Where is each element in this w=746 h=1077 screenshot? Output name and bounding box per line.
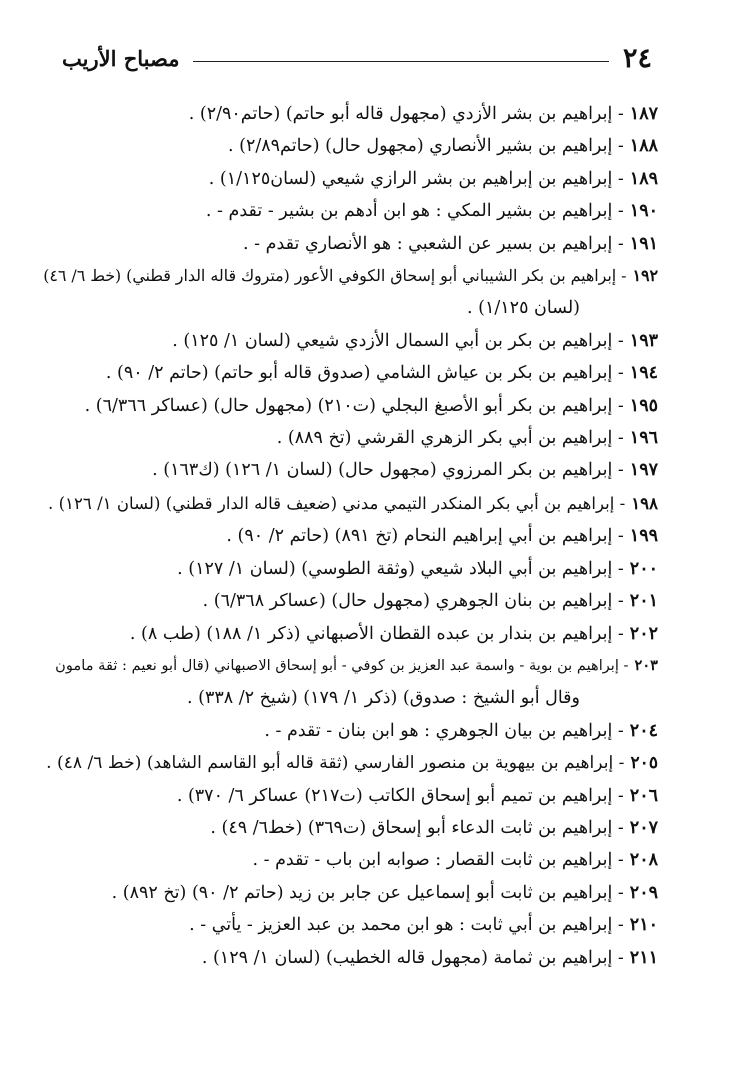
entry-number: ٢٠٢ — [629, 623, 658, 644]
entry-number: ١٨٩ — [629, 168, 658, 189]
entry-number: ٢١٠ — [629, 915, 658, 936]
entry-text: - إبراهيم بن بنان الجوهري (مجهول حال) (عساكر ٦/٣٦٨) . — [202, 591, 624, 612]
entry-text: - إبراهيم بن أبي البلاد شيعي (وثقة الطوسي) (لسان ١/ ١٢٧) . — [177, 558, 624, 579]
entry-number: ٢٠٩ — [629, 882, 658, 903]
entries-list — [40, 98, 658, 974]
entry-text: - إبراهيم بن بكر أبو الأصبغ البجلي (ت٢١٠) (مجهول حال) (عساكر ٦/٣٦٦) . — [84, 395, 624, 416]
entry-continuation: وقال أبو الشيخ : صدوق) (ذكر ١/ ١٧٩) (شيخ ٢/ ٣٣٨) . — [187, 688, 580, 709]
entry-text: - إبراهيم بن بوية - واسمة عبد العزيز بن كوفي - أبو إسحاق الاصبهاني (قال أبو نعيم : ثقة مامون — [55, 656, 629, 674]
entry-number: ٢٠٤ — [629, 720, 658, 741]
entry-text: - إبراهيم بن بشير الأنصاري (مجهول حال) (حاتم٢/٨٩) . — [227, 136, 624, 157]
entry-number: ٢٠١ — [629, 591, 658, 612]
entry-text: - إبراهيم بن بسير عن الشعبي : هو الأنصاري تقدم - . — [243, 233, 624, 254]
entry — [40, 942, 658, 974]
page-header — [62, 38, 652, 78]
entry — [40, 747, 658, 779]
entry-number: ١٩١ — [629, 233, 658, 254]
entry — [40, 909, 658, 941]
entry-text: - إبراهيم بن بندار بن عبده القطان الأصبهاني (ذكر ١/ ١٨٨) (طب ٨) . — [129, 623, 624, 644]
entry-text: - إبراهيم بن ثابت أبو إسماعيل عن جابر بن زيد (حاتم ٢/ ٩٠) (تخ ٨٩٢) . — [111, 882, 624, 903]
entry — [40, 812, 658, 844]
entry-number: ١٩٧ — [629, 460, 658, 481]
entry-number: ٢٠٠ — [629, 558, 658, 579]
entry — [40, 98, 658, 130]
entry-text: - إبراهيم بن بكر بن عياش الشامي (صدوق قاله أبو حاتم) (حاتم ٢/ ٩٠) . — [105, 363, 624, 384]
entry-text: - إبراهيم بن ثابت القصار : صوابه ابن باب - تقدم - . — [252, 850, 624, 871]
entry — [40, 650, 658, 682]
book-title: مصباح الأريب — [62, 45, 180, 71]
entry — [40, 325, 658, 357]
entry-text: - إبراهيم بن ثابت الدعاء أبو إسحاق (ت٣٦٩) (خط٦/ ٤٩) . — [210, 817, 624, 838]
entry-number: ١٩٣ — [629, 330, 658, 351]
entry-text: - إبراهيم بن بكر المرزوي (مجهول حال) (لسان ١/ ١٢٦) (ك١٦٣) . — [152, 460, 624, 481]
entry — [40, 260, 658, 292]
entry — [40, 130, 658, 162]
entry-text: - إبراهيم بن بيان الجوهري : هو ابن بنان - تقدم - . — [264, 720, 624, 741]
entry-text: - إبراهيم بن أبي بكر المنكدر التيمي مدني (ضعيف قاله الدار قطني) (لسان ١/ ١٢٦) . — [48, 493, 626, 513]
entry-number: ١٩٥ — [629, 395, 658, 416]
entry-number: ١٩٨ — [631, 492, 658, 513]
entry-text: - إبراهيم بن أبي ثابت : هو ابن محمد بن عبد العزيز - يأتي - . — [189, 915, 624, 936]
entry — [40, 163, 658, 195]
entry-text: - إبراهيم بن بكر الشيباني أبو إسحاق الكوفي الأعور (متروك قاله الدار قطني) (خط ٦/ ٤٦) — [43, 266, 627, 286]
entry — [40, 195, 658, 227]
entry-number: ٢٠٣ — [634, 656, 658, 674]
entry-number: ٢٠٥ — [630, 753, 658, 774]
entry — [40, 715, 658, 747]
entry-number: ١٩٢ — [632, 266, 658, 286]
entry — [40, 228, 658, 260]
entry — [40, 877, 658, 909]
entry-text: - إبراهيم بن أبي بكر الزهري القرشي (تخ ٨٨٩) . — [276, 428, 624, 449]
entry — [40, 487, 658, 520]
entry — [40, 390, 658, 422]
entry — [40, 520, 658, 552]
entry-number: ٢١١ — [629, 947, 658, 968]
entry — [40, 454, 658, 486]
entry-number: ١٨٧ — [629, 104, 658, 124]
entry-continuation: (لسان ١/١٢٥) . — [467, 298, 580, 319]
entry-number: ٢٠٨ — [629, 850, 658, 871]
entry-number: ١٩٩ — [629, 526, 658, 547]
entry-number: ٢٠٦ — [629, 785, 658, 806]
entry — [40, 585, 658, 617]
entry — [40, 844, 658, 876]
entry-text: - إبراهيم بن أبي إبراهيم النحام (تخ ٨٩١) (حاتم ٢/ ٩٠) . — [226, 526, 624, 547]
entry-number: ١٩٦ — [629, 428, 658, 449]
entry-text: - إبراهيم بن بيهوية بن منصور الفارسي (ثقة قاله أبو القاسم الشاهد) (خط ٦/ ٤٨) . — [46, 753, 625, 774]
entry-text: - إبراهيم بن بشر الأزدي (مجهول قاله أبو حاتم) (حاتم٢/٩٠) . — [188, 104, 624, 124]
entry — [40, 422, 658, 454]
entry-text: - إبراهيم بن تميم أبو إسحاق الكاتب (ت٢١٧) عساكر ٦/ ٣٧٠) . — [176, 785, 624, 806]
entry — [40, 357, 658, 389]
entry-text: - إبراهيم بن ثمامة (مجهول قاله الخطيب) (لسان ١/ ١٢٩) . — [201, 947, 624, 968]
entry-number: ١٨٨ — [629, 136, 658, 157]
entry-text: - إبراهيم بن بكر بن أبي السمال الأزدي شيعي (لسان ١/ ١٢٥) . — [172, 330, 624, 351]
entry-number: ١٩٤ — [629, 363, 658, 384]
entry — [40, 780, 658, 812]
entry-number: ٢٠٧ — [629, 817, 658, 838]
entry — [40, 618, 658, 650]
entry — [40, 553, 658, 585]
entry-text: - إبراهيم بن إبراهيم بن بشر الرازي شيعي (لسان١/١٢٥) . — [208, 168, 624, 189]
page-number: ٢٤ — [622, 42, 652, 74]
entry-text: - إبراهيم بن بشير المكي : هو ابن أدهم بن بشير - تقدم - . — [205, 201, 624, 222]
entry-number: ١٩٠ — [629, 201, 658, 222]
header-rule — [193, 61, 609, 62]
